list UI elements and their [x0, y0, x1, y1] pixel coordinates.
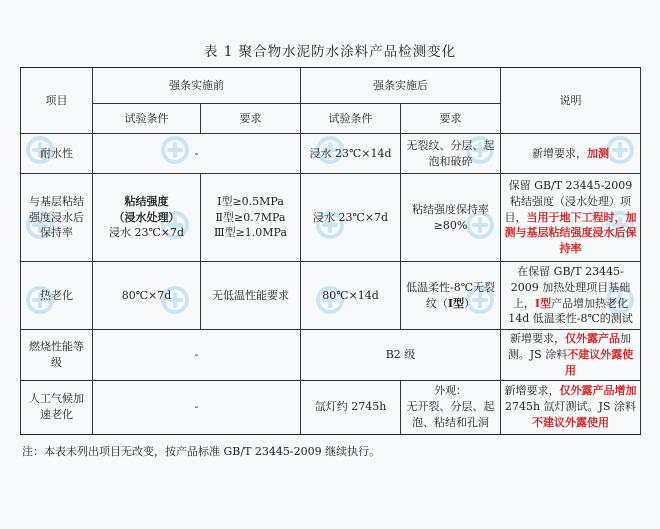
row-before: - — [93, 380, 301, 434]
header-req-after: 要求 — [401, 104, 501, 134]
row-before: - — [93, 134, 301, 174]
row-after: B2 级 — [301, 330, 501, 381]
row-remark: 新增要求，仅外露产品增加 2745h 氙灯测试。JS 涂料不建议外露使用 — [501, 380, 641, 434]
header-before: 强条实施前 — [93, 68, 301, 104]
row-item: 燃烧性能等级 — [21, 330, 93, 381]
row-remark: 在保留 GB/T 23445-2009 加热处理项目基础上，Ⅰ型产品增加热老化 14d 低温柔性-8℃的测试 — [501, 262, 641, 330]
row-item: 与基层粘结强度浸水后保持率 — [21, 174, 93, 262]
row-cond-after: 浸水 23℃×14d — [301, 134, 401, 174]
row-req-after: 外观： 无开裂、分层、起泡、粘结和孔洞 — [401, 380, 501, 434]
header-after: 强条实施后 — [301, 68, 501, 104]
row-remark: 保留 GB/T 23445-2009 粘结强度（浸水处理）项目，当用于地下工程时，加测与基层粘结强度浸水后保持率 — [501, 174, 641, 262]
table-row — [21, 262, 641, 330]
header-remark: 说明 — [501, 68, 641, 134]
row-req-after: 无裂纹、分层、起泡和破碎 — [401, 134, 501, 174]
row-cond-after: 浸水 23℃×7d — [301, 174, 401, 262]
row-cond-before: 80℃×7d — [93, 262, 201, 330]
row-remark: 新增要求，加测 — [501, 134, 641, 174]
row-req-after: 粘结强度保持率≥80% — [401, 174, 501, 262]
table-row — [21, 380, 641, 434]
header-req-before: 要求 — [201, 104, 301, 134]
row-item: 人工气候加速老化 — [21, 380, 93, 434]
row-req-before: 无低温性能要求 — [201, 262, 301, 330]
row-item: 耐水性 — [21, 134, 93, 174]
table-row — [21, 174, 641, 262]
row-cond-after: 80℃×14d — [301, 262, 401, 330]
row-cond-before: 粘结强度 （浸水处理） 浸水 23℃×7d — [93, 174, 201, 262]
table-title: 表 1 聚合物水泥防水涂料产品检测变化 — [203, 44, 457, 60]
table-note: 注：本表未列出项目无改变，按产品标准 GB/T 23445-2009 继续执行。 — [22, 445, 381, 458]
row-item: 热老化 — [21, 262, 93, 330]
header-cond-after: 试验条件 — [301, 104, 401, 134]
row-before: - — [93, 330, 301, 381]
table-row — [21, 330, 641, 381]
row-req-after: 低温柔性-8℃无裂纹（Ⅰ型） — [401, 262, 501, 330]
row-cond-after: 氙灯约 2745h — [301, 380, 401, 434]
row-req-before: Ⅰ型≥0.5MPa Ⅱ型≥0.7MPa Ⅲ型≥1.0MPa — [201, 174, 301, 262]
comparison-table — [20, 67, 641, 435]
header-item: 项目 — [21, 68, 93, 134]
header-cond-before: 试验条件 — [93, 104, 201, 134]
table-row — [21, 134, 641, 174]
row-remark: 新增要求，仅外露产品加测。JS 涂料不建议外露使用 — [501, 330, 641, 381]
